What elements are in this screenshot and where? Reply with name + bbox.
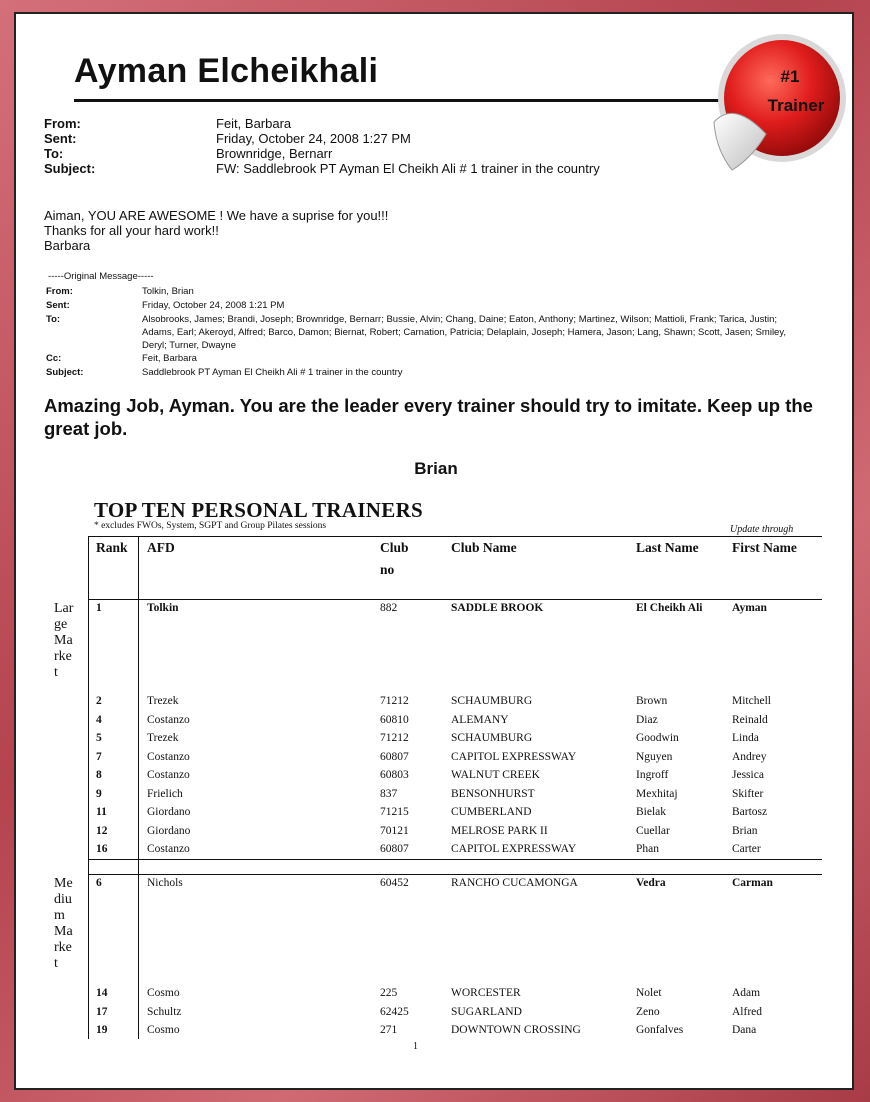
cell-afd: Costanzo <box>147 843 190 855</box>
cell-afd: Cosmo <box>147 987 180 999</box>
cell-rank: 12 <box>96 824 108 837</box>
cell-club-no: 71212 <box>380 695 409 707</box>
body-line: Barbara <box>44 238 91 253</box>
orig-subject-label: Subject: <box>46 367 84 378</box>
cell-last-name: Diaz <box>636 713 658 726</box>
orig-to-label: To: <box>46 314 61 325</box>
table-left-border <box>88 536 89 1039</box>
trainer-badge <box>704 30 850 176</box>
from-label: From: <box>44 116 81 131</box>
cell-club-name: CAPITOL EXPRESSWAY <box>451 750 577 763</box>
medium-market-label: Me diu m Ma rke t <box>54 876 73 971</box>
header-first-name: First Name <box>732 540 797 555</box>
sent-value: Friday, October 24, 2008 1:27 PM <box>216 131 411 146</box>
cell-club-name: SUGARLAND <box>451 1005 522 1018</box>
badge-line1: #1 <box>780 67 800 86</box>
orig-sent-value: Friday, October 24, 2008 1:21 PM <box>142 300 285 311</box>
title-rule <box>74 99 774 102</box>
cell-first-name: Ayman <box>732 602 767 614</box>
cell-afd: Costanzo <box>147 750 190 763</box>
cell-rank: 1 <box>96 602 102 614</box>
cell-rank: 7 <box>96 750 102 763</box>
cell-afd: Nichols <box>147 877 183 889</box>
cell-rank: 4 <box>96 713 102 726</box>
cell-club-no: 62425 <box>380 1005 409 1018</box>
cell-club-name: CUMBERLAND <box>451 806 532 818</box>
cell-club-name: SCHAUMBURG <box>451 732 533 744</box>
original-message-header: -----Original Message----- <box>48 271 154 282</box>
cell-club-name: BENSONHURST <box>451 787 535 800</box>
page-title: Ayman Elcheikhali <box>74 52 379 90</box>
cell-club-name: WORCESTER <box>451 987 521 999</box>
cell-rank: 19 <box>96 1024 108 1036</box>
cell-first-name: Andrey <box>732 750 767 763</box>
cell-first-name: Skifter <box>732 787 764 800</box>
badge-line2: Trainer <box>767 96 825 115</box>
cell-rank: 6 <box>96 877 102 889</box>
to-value: Brownridge, Bernarr <box>216 146 333 161</box>
header-afd: AFD <box>147 540 175 555</box>
cell-rank: 2 <box>96 695 102 707</box>
cell-club-no: 71212 <box>380 732 409 744</box>
cell-first-name: Jessica <box>732 769 764 781</box>
orig-sent-label: Sent: <box>46 300 70 311</box>
cell-club-no: 271 <box>380 1024 398 1036</box>
orig-subject-value: Saddlebrook PT Ayman El Cheikh Ali # 1 trainer in the country <box>142 367 403 378</box>
cell-last-name: Nguyen <box>636 750 673 763</box>
cell-afd: Giordano <box>147 806 191 818</box>
header-rank: Rank <box>96 540 128 555</box>
to-label: To: <box>44 146 64 161</box>
update-through: Update through <box>730 524 794 535</box>
cell-last-name: El Cheikh Ali <box>636 602 703 614</box>
cell-afd: Frielich <box>147 787 183 800</box>
cell-first-name: Bartosz <box>732 806 768 818</box>
cell-afd: Giordano <box>147 824 191 837</box>
cell-club-name: WALNUT CREEK <box>451 769 540 781</box>
body-line: Thanks for all your hard work!! <box>44 223 219 238</box>
cell-first-name: Adam <box>732 987 761 999</box>
cell-club-no: 60807 <box>380 843 409 855</box>
signoff: Brian <box>414 459 458 478</box>
cell-club-no: 225 <box>380 987 398 999</box>
header-club-name: Club Name <box>451 540 517 555</box>
large-market-label: Lar ge Ma rke t <box>54 601 74 680</box>
table-title: TOP TEN PERSONAL TRAINERS <box>94 498 424 522</box>
cell-club-name: MELROSE PARK II <box>451 824 548 837</box>
cell-last-name: Cuellar <box>636 824 670 837</box>
orig-to-value: Alsobrooks, James; Brandi, Joseph; Brownridge, Bernarr; Bussie, Alvin; Chang, Daine; Eaton, Anthony; Martinez, Wilson; Mattioli, Frank; Tarica, Justin; Adams, Earl; Akeroyd, Alfred; Barco, Damon; Biernat, Robert; Carnation, Patricia; Delaplain, Joseph; Hamera, Jason; Lang, Shawn; Scott, Jasen; Smiley, Deryl; Turner, Dwayne <box>142 314 787 351</box>
page-number: 1 <box>413 1041 418 1052</box>
section-rule <box>88 859 822 860</box>
cell-club-no: 60803 <box>380 769 409 781</box>
cell-last-name: Vedra <box>636 877 666 889</box>
rank-column-border <box>138 536 139 1039</box>
cell-rank: 14 <box>96 987 108 999</box>
header-club-no: Club no <box>380 540 409 577</box>
table-note: * excludes FWOs, System, SGPT and Group Pilates sessions <box>94 521 327 531</box>
cell-rank: 9 <box>96 787 102 800</box>
cell-last-name: Ingroff <box>636 769 669 781</box>
cell-club-no: 60452 <box>380 877 409 889</box>
headline: Amazing Job, Ayman. You are the leader every trainer should try to imitate. Keep up the great job. <box>44 395 813 439</box>
cell-first-name: Dana <box>732 1024 757 1036</box>
cell-first-name: Carter <box>732 843 761 855</box>
cell-club-no: 837 <box>380 787 398 800</box>
subject-value: FW: Saddlebrook PT Ayman El Cheikh Ali # 1 trainer in the country <box>216 161 600 176</box>
cell-rank: 8 <box>96 769 102 781</box>
cell-first-name: Carman <box>732 877 773 889</box>
cell-afd: Cosmo <box>147 1024 180 1036</box>
cell-afd: Trezek <box>147 695 179 707</box>
cell-club-name: SADDLE BROOK <box>451 602 544 614</box>
cell-last-name: Gonfalves <box>636 1024 684 1036</box>
cell-club-name: DOWNTOWN CROSSING <box>451 1024 581 1036</box>
cell-first-name: Reinald <box>732 713 768 726</box>
cell-afd: Tolkin <box>147 602 179 614</box>
cell-last-name: Goodwin <box>636 732 679 744</box>
cell-rank: 11 <box>96 806 107 818</box>
cell-club-name: CAPITOL EXPRESSWAY <box>451 843 577 855</box>
cell-rank: 5 <box>96 732 102 744</box>
cell-rank: 17 <box>96 1005 108 1018</box>
cell-last-name: Brown <box>636 695 668 707</box>
cell-last-name: Mexhitaj <box>636 787 678 800</box>
email-body <box>44 208 388 253</box>
header-last-name: Last Name <box>636 540 699 555</box>
section-rule <box>88 874 822 875</box>
cell-first-name: Mitchell <box>732 695 771 707</box>
cell-club-no: 60807 <box>380 750 409 763</box>
from-value: Feit, Barbara <box>216 116 292 131</box>
cell-afd: Schultz <box>147 1005 182 1018</box>
cell-afd: Costanzo <box>147 769 190 781</box>
cell-last-name: Zeno <box>636 1005 660 1018</box>
orig-cc-label: Cc: <box>46 353 62 364</box>
cell-club-name: RANCHO CUCAMONGA <box>451 877 578 889</box>
cell-last-name: Phan <box>636 843 659 855</box>
cell-club-no: 60810 <box>380 713 409 726</box>
cell-last-name: Nolet <box>636 987 662 999</box>
cell-last-name: Bielak <box>636 806 667 818</box>
cell-first-name: Linda <box>732 732 759 744</box>
orig-from-value: Tolkin, Brian <box>142 286 194 297</box>
cell-club-name: SCHAUMBURG <box>451 695 533 707</box>
cell-afd: Costanzo <box>147 713 190 726</box>
header-rule <box>88 599 822 600</box>
orig-from-label: From: <box>46 286 73 297</box>
cell-first-name: Brian <box>732 824 758 837</box>
orig-cc-value: Feit, Barbara <box>142 353 197 364</box>
sent-label: Sent: <box>44 131 77 146</box>
document-page <box>14 12 854 1090</box>
cell-afd: Trezek <box>147 732 179 744</box>
cell-club-no: 70121 <box>380 824 409 837</box>
subject-label: Subject: <box>44 161 96 176</box>
cell-club-no: 71215 <box>380 806 409 818</box>
cell-rank: 16 <box>96 843 108 855</box>
cell-first-name: Alfred <box>732 1005 763 1018</box>
body-line: Aiman, YOU ARE AWESOME ! We have a suprise for you!!! <box>44 208 389 223</box>
cell-club-no: 882 <box>380 602 398 614</box>
cell-club-name: ALEMANY <box>451 713 509 726</box>
